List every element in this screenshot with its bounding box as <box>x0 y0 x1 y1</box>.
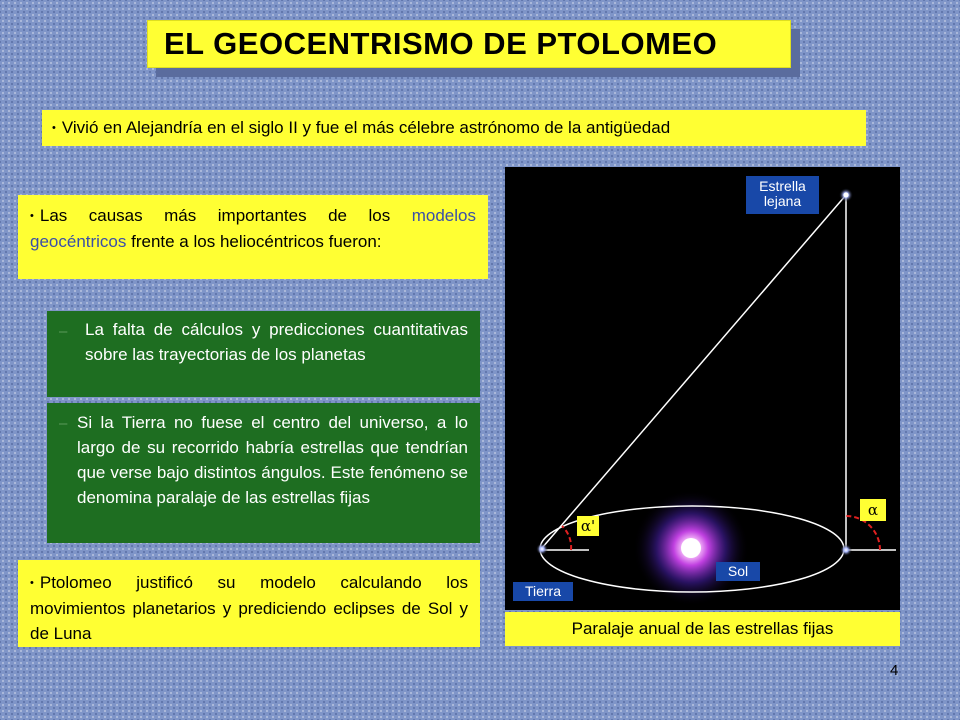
ptolemy-box <box>18 560 480 647</box>
sun <box>681 538 701 558</box>
causes-text-end: frente a los heliocéntricos fueron: <box>126 232 382 252</box>
angle-arc-right <box>846 516 880 550</box>
reason-text-1: La falta de cálculos y predicciones cuantitativas sobre las trayectorias de los planetas <box>85 320 468 364</box>
sun-label: Sol <box>716 562 760 581</box>
causes-text-start: Las causas más importantes de los <box>39 206 412 225</box>
parallax-diagram-svg <box>505 167 900 610</box>
bullet-icon: • <box>52 122 56 134</box>
ptolemy-text: Ptolomeo justificó su modelo calculando los movimientos planetarios y prediciendo eclipses de Sol y de Luna <box>30 573 468 644</box>
page-number: 4 <box>890 662 899 679</box>
angle-label-left: α' <box>577 516 599 536</box>
angle-arc-left <box>562 526 571 550</box>
intro-box <box>42 110 866 146</box>
dash-icon: – <box>59 415 68 432</box>
slide-title: EL GEOCENTRISMO DE PTOLOMEO <box>147 20 791 68</box>
bullet-icon: • <box>30 577 34 590</box>
bullet-icon: • <box>30 210 34 223</box>
intro-text: Vivió en Alejandría en el siglo II y fue el más célebre astrónomo de la antigüedad <box>61 118 671 137</box>
reason-box-1 <box>47 311 480 397</box>
dash-icon: – <box>59 323 68 340</box>
earth-position-left <box>536 543 548 555</box>
diagram-caption: Paralaje anual de las estrellas fijas <box>505 612 900 646</box>
reason-box-2 <box>47 403 480 543</box>
causes-box <box>18 195 488 279</box>
angle-label-right: α <box>860 499 886 521</box>
distant-star-core <box>844 193 849 198</box>
earth-position-right <box>840 544 852 556</box>
star-label: Estrella lejana <box>746 176 819 214</box>
causes-highlight: modelos geocéntricos <box>30 206 476 252</box>
earth-label: Tierra <box>513 582 573 601</box>
parallax-diagram <box>505 167 900 610</box>
reason-text-2: Si la Tierra no fuese el centro del universo, a lo largo de su recorrido habría estrellas que tendrían que verse bajo distintos ángulos. Este fenómeno se denomina paralaje de las estrellas fijas <box>77 413 468 507</box>
